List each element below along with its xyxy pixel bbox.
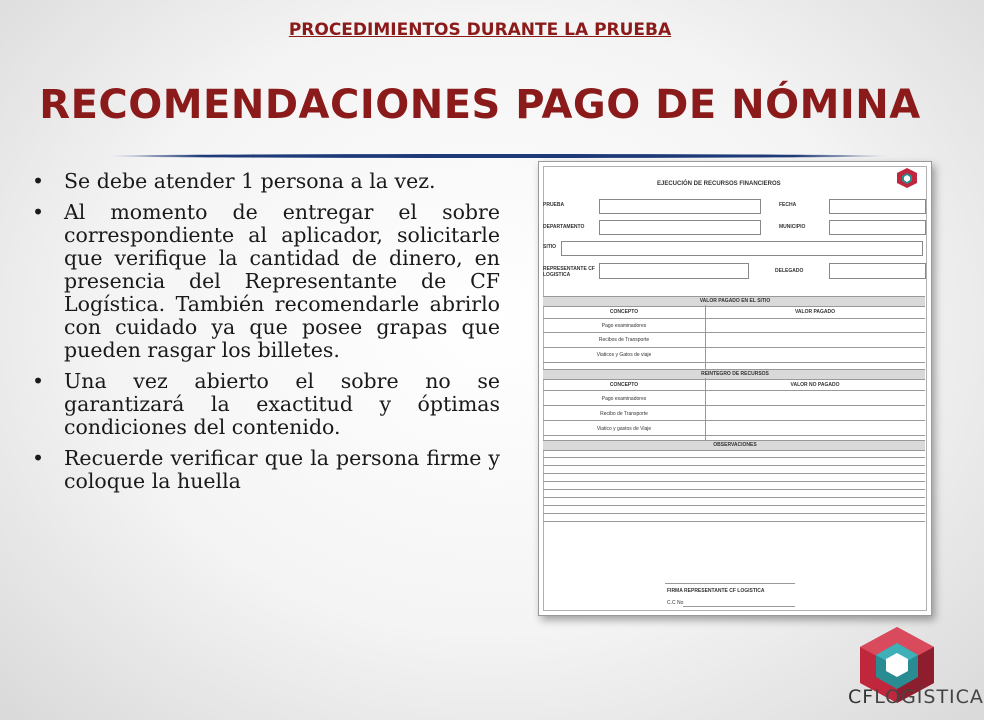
table-row-label: Pago examinadores bbox=[601, 323, 647, 329]
field-label: PRUEBA bbox=[543, 202, 565, 208]
financial-form-image bbox=[538, 161, 932, 616]
bullet-item: • Al momento de entregar el sobre correspondiente al aplicador, solicitarle que verifique la cantidad de dinero, en presencia del Representante de CF Logística. También recomendarle abrirlo con cuidado ya que posee grapas que pueden rasgar los billetes. bbox=[32, 200, 500, 362]
section-title: VALOR PAGADO EN EL SITIO bbox=[699, 298, 771, 304]
form-logo-icon bbox=[893, 166, 921, 190]
section-title: REINTEGRO DE RECURSOS bbox=[701, 371, 769, 377]
column-header: CONCEPTO bbox=[609, 382, 639, 388]
form-title: EJECUCIÓN DE RECURSOS FINANCIEROS bbox=[657, 181, 781, 187]
field-label: DELEGADO bbox=[775, 268, 804, 274]
cc-label: C.C No bbox=[667, 600, 684, 606]
departamento-field bbox=[599, 220, 761, 235]
delegado-field bbox=[829, 263, 926, 279]
bullet-icon: • bbox=[32, 446, 45, 470]
table-row-label: Viatico y gastos de Viaje bbox=[596, 426, 652, 432]
field-label: DEPARTAMENTO bbox=[543, 224, 585, 230]
table-row-label: Viaticos y Gatos de viaje bbox=[596, 352, 652, 358]
bullet-item: • Se debe atender 1 persona a la vez. bbox=[32, 169, 436, 193]
brand-wordmark: CFLOGÍSTICA bbox=[848, 686, 984, 708]
prueba-field bbox=[599, 199, 761, 214]
slide-title: RECOMENDACIONES PAGO DE NÓMINA bbox=[39, 82, 921, 128]
bullet-list bbox=[30, 170, 500, 501]
signature-label: FIRMA REPRESENTANTE CF LOGISTICA bbox=[667, 588, 765, 594]
representante-field bbox=[599, 263, 749, 279]
bullet-item: • Recuerde verificar que la persona firme y coloque la huella bbox=[32, 446, 500, 493]
municipio-field bbox=[829, 220, 926, 235]
column-header: VALOR NO PAGADO bbox=[790, 382, 840, 388]
table-row-label: Recibos de Transporte bbox=[598, 337, 650, 343]
sitio-field bbox=[561, 241, 923, 256]
bullet-item: • Una vez abierto el sobre no se garantizará la exactitud y óptimas condiciones del contenido. bbox=[32, 369, 500, 439]
field-label: SITIO bbox=[543, 244, 557, 250]
table-row-label: Recibo de Transporte bbox=[600, 411, 648, 417]
bullet-icon: • bbox=[32, 200, 45, 224]
field-label: MUNICIPIO bbox=[779, 224, 806, 230]
column-header: VALOR PAGADO bbox=[794, 309, 836, 315]
column-header: CONCEPTO bbox=[609, 309, 639, 315]
bullet-icon: • bbox=[32, 369, 45, 393]
bullet-icon: • bbox=[32, 169, 45, 193]
fecha-field bbox=[829, 199, 926, 214]
title-divider bbox=[108, 154, 888, 158]
section-kicker: PROCEDIMIENTOS DURANTE LA PRUEBA bbox=[288, 20, 672, 40]
field-label: REPRESENTANTE CF LOGISTICA bbox=[543, 266, 595, 278]
field-label: FECHA bbox=[779, 202, 797, 208]
table-row-label: Pago examinadores bbox=[601, 396, 647, 402]
section-title: OBSERVACIONES bbox=[713, 442, 757, 448]
